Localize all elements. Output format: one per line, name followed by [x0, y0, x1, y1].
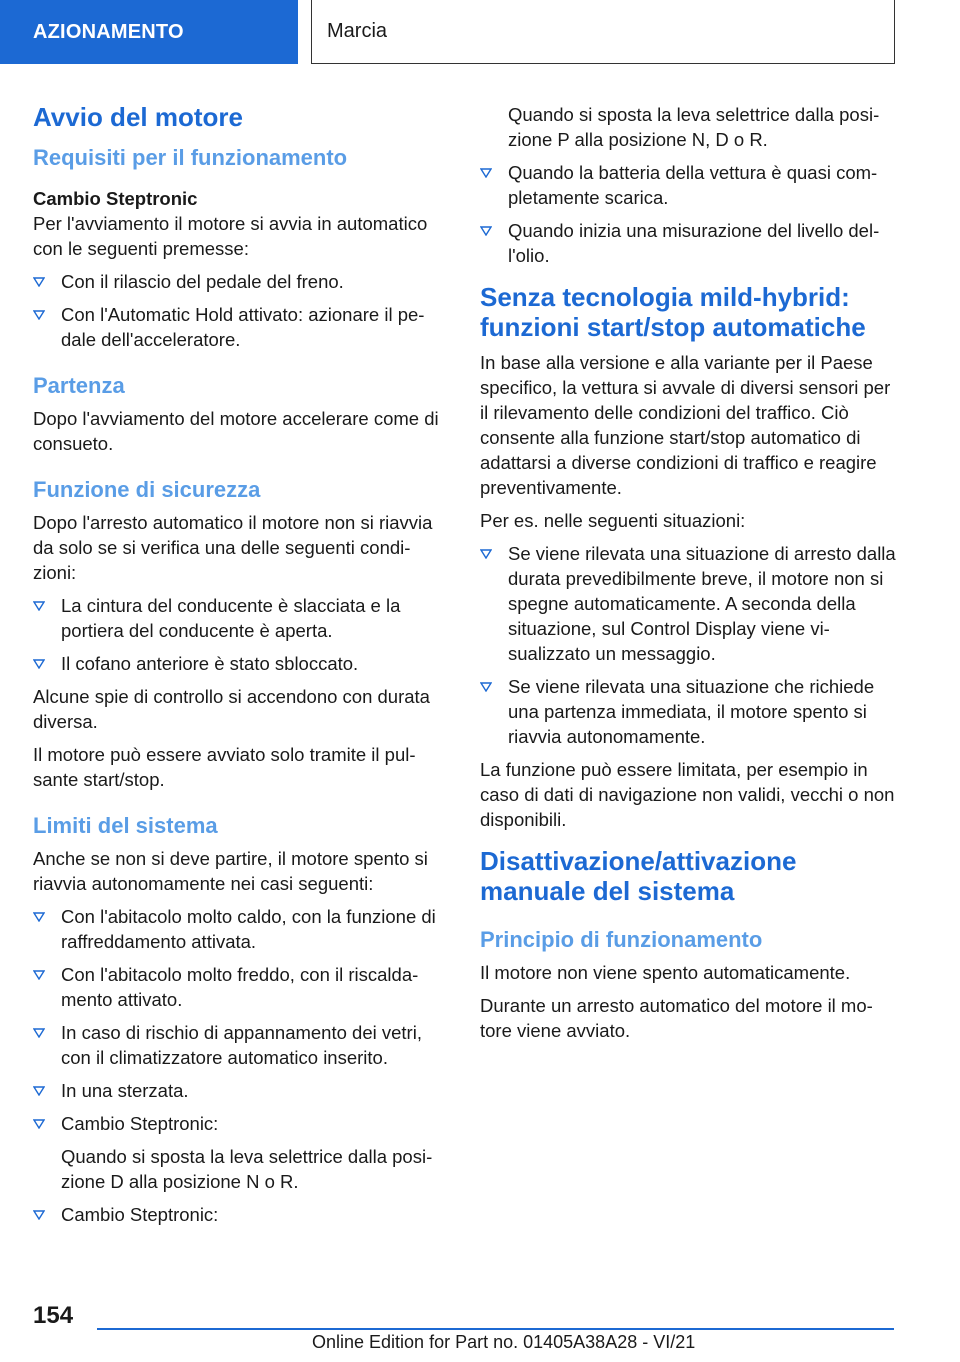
limits-text: Anche se non si deve partire, il motore spento si riavvia autonomamente nei casi seguenti:: [33, 848, 428, 894]
steptronic-intro: Per l'avviamento il motore si avvia in automatico con le seguenti premesse:: [33, 213, 428, 259]
safety-note-1: Alcune spie di controllo si accendono con durata diversa.: [33, 686, 430, 732]
triangle-bullet-icon: [33, 310, 45, 320]
list-item-text: Se viene rilevata una situazione che richiede una partenza immediata, il motore spento si riavvia autonomamente.: [508, 676, 875, 747]
deactivation-heading: Disattivazione/attivazione manuale del sistema: [480, 846, 797, 906]
triangle-bullet-icon: [480, 168, 492, 178]
triangle-bullet-icon: [33, 912, 45, 922]
list-item: [480, 218, 900, 268]
list-item: [33, 269, 453, 294]
header-subsection-label: Marcia: [327, 20, 388, 42]
steptronic-heading: Cambio Steptronic: [33, 188, 198, 209]
list-item: [480, 674, 900, 749]
list-item-text: In caso di rischio di appannamento dei vetri, con il climatizzatore automatico inserito.: [61, 1022, 422, 1068]
mild-hybrid-heading: Senza tecnologia mild-hybrid: funzioni start/stop automatiche: [480, 282, 866, 342]
triangle-bullet-icon: [480, 226, 492, 236]
header-subsection-box: [311, 0, 895, 64]
list-item: [33, 904, 453, 954]
triangle-bullet-icon: [33, 601, 45, 611]
safety-text: Dopo l'arresto automatico il motore non si riavvia da solo se si verifica una delle seguenti condi-zioni:: [33, 512, 433, 583]
mild-hybrid-limit: La funzione può essere limitata, per esempio in caso di dati di navigazione non validi, vecchi o non disponibili.: [480, 759, 895, 830]
list-item: [33, 302, 453, 352]
list-item-text: Il cofano anteriore è stato sbloccato.: [61, 653, 359, 674]
limits-list: [33, 904, 453, 1136]
list-item-text: Cambio Steptronic:: [61, 1204, 219, 1225]
limits-item-sub-text: Quando si sposta la leva selettrice dalla posi-zione D alla posizione N o R.: [61, 1146, 433, 1192]
triangle-bullet-icon: [33, 1210, 45, 1220]
list-item-text: Con l'Automatic Hold attivato: azionare il pe-dale dell'acceleratore.: [61, 304, 425, 350]
list-item: [480, 160, 900, 210]
principle-text-2: Durante un arresto automatico del motore il mo-tore viene avviato.: [480, 995, 873, 1041]
list-item-text: Con l'abitacolo molto freddo, con il riscalda-mento attivato.: [61, 964, 419, 1010]
departure-text: Dopo l'avviamento del motore accelerare come di consueto.: [33, 408, 439, 454]
steptronic-list: [33, 269, 453, 352]
principle-text-1: Il motore non viene spento automaticamente.: [480, 962, 851, 983]
list-item: [33, 1202, 453, 1227]
safety-heading: Funzione di sicurezza: [33, 477, 261, 502]
triangle-bullet-icon: [33, 1028, 45, 1038]
list-item: [33, 1078, 453, 1103]
page-number: 154: [33, 1302, 74, 1329]
footer-edition: Online Edition for Part no. 01405A38A28 - VI/21: [312, 1332, 696, 1352]
header-section-label: AZIONAMENTO: [33, 20, 184, 43]
list-item: [33, 1020, 453, 1070]
right-column: [480, 102, 900, 1051]
list-item-text: Con l'abitacolo molto caldo, con la funzione di raffreddamento attivata.: [61, 906, 436, 952]
principle-heading: Principio di funzionamento: [480, 927, 763, 952]
list-item-text: La cintura del conducente è slacciata e la portiera del conducente è aperta.: [61, 595, 401, 641]
list-item: [33, 962, 453, 1012]
mild-hybrid-example: Per es. nelle seguenti situazioni:: [480, 510, 746, 531]
triangle-bullet-icon: [480, 549, 492, 559]
list-item-text: Quando inizia una misurazione del livello del-l'olio.: [508, 220, 880, 266]
mild-hybrid-list: [480, 541, 900, 749]
list-item: [33, 593, 453, 643]
safety-note-2: Il motore può essere avviato solo tramite il pul-sante start/stop.: [33, 744, 416, 790]
limits-heading: Limiti del sistema: [33, 813, 218, 838]
header-section-tab: [0, 0, 298, 64]
list-item-text: In una sterzata.: [61, 1080, 189, 1101]
departure-heading: Partenza: [33, 373, 125, 398]
safety-list: [33, 593, 453, 676]
triangle-bullet-icon: [480, 682, 492, 692]
left-column: [33, 102, 453, 1235]
requirements-heading: Requisiti per il funzionamento: [33, 145, 348, 170]
triangle-bullet-icon: [33, 1119, 45, 1129]
footer-divider: [97, 1328, 894, 1330]
page-title: Avvio del motore: [33, 102, 243, 132]
triangle-bullet-icon: [33, 970, 45, 980]
continued-list: [480, 160, 900, 268]
triangle-bullet-icon: [33, 659, 45, 669]
list-item-text: Se viene rilevata una situazione di arresto dalla durata prevedibilmente breve, il motore non si spegne automaticamente. A seconda della situazione, sul Control Display viene vi-sualizzato un messaggio.: [508, 543, 896, 664]
mild-hybrid-text: In base alla versione e alla variante per il Paese specifico, la vettura si avvale di diversi sensori per il rilevamento delle condizioni del traffico. Ciò consente alla funzione start/stop automatico di adattarsi a diverse condizioni di traffico e reagire preventivamente.: [480, 352, 891, 498]
list-item-text: Con il rilascio del pedale del freno.: [61, 271, 344, 292]
limits-list-continued: [33, 1202, 453, 1227]
list-item: [33, 651, 453, 676]
list-item-text: Cambio Steptronic:: [61, 1113, 219, 1134]
continued-text: Quando si sposta la leva selettrice dalla posi-zione P alla posizione N, D o R.: [508, 104, 880, 150]
list-item-text: Quando la batteria della vettura è quasi com-pletamente scarica.: [508, 162, 878, 208]
list-item: [33, 1111, 453, 1136]
triangle-bullet-icon: [33, 277, 45, 287]
list-item: [480, 541, 900, 666]
triangle-bullet-icon: [33, 1086, 45, 1096]
